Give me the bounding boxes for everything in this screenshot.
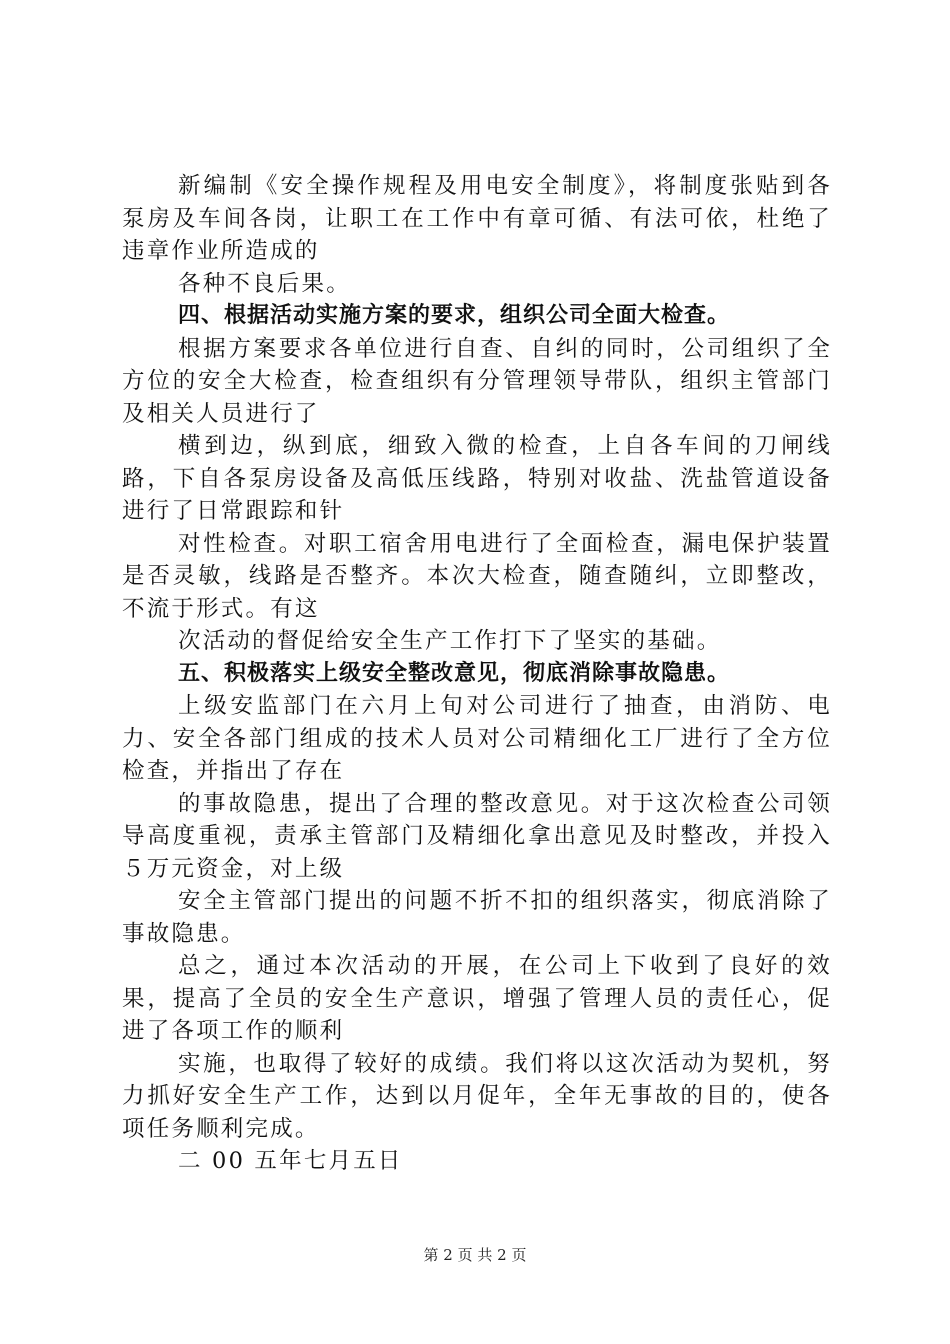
section-heading-four: 四、根据活动实施方案的要求，组织公司全面大检查。: [178, 303, 731, 328]
paragraph-foundation: 次活动的督促给安全生产工作打下了坚实的基础。: [178, 628, 722, 654]
paragraph-inspection-intro: 根据方案要求各单位进行自查、自纠的同时，公司组织了全方位的安全大检查，检查组织有分管理领导带队，组织主管部门及相关人员进行了: [122, 335, 832, 427]
paragraph-conclusion: 实施，也取得了较好的成绩。我们将以这次活动为契机，努力抓好安全生产工作，达到以月促年，全年无事故的目的，使各项任务顺利完成。: [122, 1050, 832, 1142]
paragraph-superior-inspection: 上级安监部门在六月上旬对公司进行了抽查，由消防、电力、安全各部门组成的技术人员对公司精细化工厂进行了全方位检查，并指出了存在: [122, 693, 832, 784]
page-footer: 第 2 页 共 2 页: [423, 1246, 527, 1264]
paragraph-inspection-scope: 横到边，纵到底，细致入微的检查，上自各车间的刀闸线路，下自各泵房设备及高低压线路，特别对收盐、洗盐管道设备进行了日常跟踪和针: [122, 433, 832, 524]
paragraph-rectification: 的事故隐患，提出了合理的整改意见。对于这次检查公司领导高度重视，责承主管部门及精细化拿出意见及时整改，并投入５万元资金，对上级: [122, 790, 832, 882]
paragraph-summary: 总之，通过本次活动的开展，在公司上下收到了良好的效果，提高了全员的安全生产意识，增强了管理人员的责任心，促进了各项工作的顺利: [122, 953, 832, 1044]
paragraph-regulations: 新编制《安全操作规程及用电安全制度》，将制度张贴到各泵房及车间各岗，让职工在工作中有章可循、有法可依，杜绝了违章作业所造成的: [122, 173, 832, 264]
document-date: 二 00 五年七月五日: [178, 1148, 403, 1174]
document-body: [122, 170, 832, 1178]
paragraph-consequences: 各种不良后果。: [178, 270, 351, 297]
section-heading-five: 五、积极落实上级安全整改意见，彻底消除事故隐患。: [178, 660, 731, 686]
paragraph-hazard-elimination: 安全主管部门提出的问题不折不扣的组织落实，彻底消除了事故隐患。: [122, 888, 832, 947]
paragraph-dormitory-check: 对性检查。对职工宿舍用电进行了全面检查，漏电保护装置是否灵敏，线路是否整齐。本次大检查，随查随纠，立即整改，不流于形式。有这: [122, 530, 832, 622]
